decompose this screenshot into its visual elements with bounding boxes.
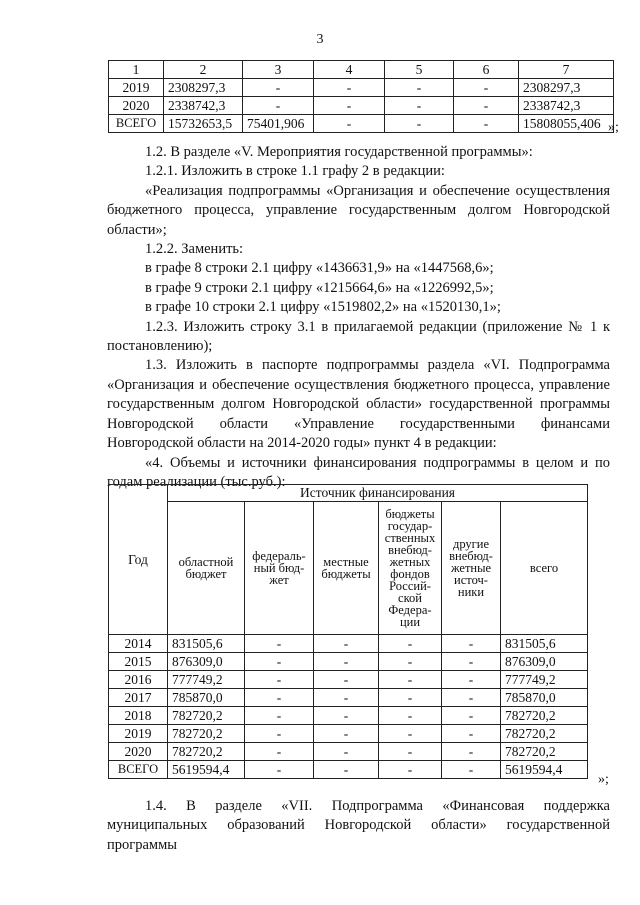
table-cell: 2020 — [109, 743, 168, 761]
table-cell: - — [314, 743, 379, 761]
table-cell: - — [379, 671, 442, 689]
table-cell: 777749,2 — [168, 671, 245, 689]
table-cell: - — [379, 725, 442, 743]
table-row — [109, 79, 614, 97]
table-cell: - — [314, 79, 385, 97]
table-cell: 782720,2 — [168, 725, 245, 743]
column-header: местные бюджеты — [314, 502, 379, 635]
table-row — [109, 97, 614, 115]
table-cell: 3 — [243, 61, 314, 79]
table-cell: - — [245, 761, 314, 779]
paragraph: 1.3. Изложить в паспорте подпрограммы раздела «VI. Подпрограмма «Организация и обеспечение осуществления бюджетного процесса, управление государственным долгом Новгородской области» государственной программы Новгородской области «Управление государственными финансами Новгородской области на 2014-2020 годы» пункт 4 в редакции: — [107, 357, 610, 452]
table-cell: - — [442, 707, 501, 725]
table-cell: - — [442, 635, 501, 653]
table-cell: 831505,6 — [501, 635, 588, 653]
table-cell: 785870,0 — [501, 689, 588, 707]
table1-closing-quote: »; — [608, 120, 619, 135]
paragraph: в графе 9 строки 2.1 цифру «1215664,6» на «1226992,5»; — [145, 279, 494, 296]
table-cell: 5 — [385, 61, 454, 79]
table-cell: 876309,0 — [501, 653, 588, 671]
table-cell: 2015 — [109, 653, 168, 671]
table-cell: 1 — [109, 61, 164, 79]
table-cell: 2308297,3 — [519, 79, 614, 97]
table-cell: 2018 — [109, 707, 168, 725]
table-cell: 15808055,406 — [519, 115, 614, 133]
table-cell: - — [379, 761, 442, 779]
paragraph: 1.4. В разделе «VII. Подпрограмма «Финансовая поддержка муниципальных образований Новгородской области» государственной программы — [107, 798, 610, 853]
table-cell: 15732653,5 — [164, 115, 243, 133]
paragraph: «Реализация подпрограммы «Организация и обеспечение осуществления бюджетного процесса, управление государственным долгом Новгородской области»; — [107, 182, 610, 238]
table-header-row — [109, 485, 588, 502]
table-cell: 2 — [164, 61, 243, 79]
table-cell: - — [379, 743, 442, 761]
table-cell: 7 — [519, 61, 614, 79]
table-row-total — [109, 115, 614, 133]
table-cell: 2338742,3 — [164, 97, 243, 115]
table-cell: - — [245, 725, 314, 743]
table-row — [109, 635, 588, 653]
table-cell: 2308297,3 — [164, 79, 243, 97]
column-header: другие внебюд-жетные источ-ники — [442, 502, 501, 635]
table-cell: 782720,2 — [501, 707, 588, 725]
table-cell: ВСЕГО — [109, 115, 164, 133]
table-cell: 2019 — [109, 725, 168, 743]
table-cell: ВСЕГО — [109, 761, 168, 779]
table-row — [109, 725, 588, 743]
table-row — [109, 743, 588, 761]
table-cell: - — [245, 743, 314, 761]
table-cell: - — [442, 725, 501, 743]
table-cell: 2338742,3 — [519, 97, 614, 115]
table-cell: - — [314, 97, 385, 115]
table-cell: - — [442, 653, 501, 671]
table-cell: - — [379, 635, 442, 653]
table-row — [109, 689, 588, 707]
table-cell: 782720,2 — [168, 743, 245, 761]
table-cell: 782720,2 — [168, 707, 245, 725]
table-cell: - — [245, 707, 314, 725]
table-cell: - — [454, 97, 519, 115]
section-1-4-text — [107, 797, 610, 855]
table-cell: 2017 — [109, 689, 168, 707]
funding-table-continued — [108, 60, 614, 133]
table-cell: 5619594,4 — [501, 761, 588, 779]
table-row-total — [109, 761, 588, 779]
table-cell: - — [245, 653, 314, 671]
table-cell: 4 — [314, 61, 385, 79]
table-cell: - — [454, 115, 519, 133]
table-cell: - — [314, 115, 385, 133]
paragraph: в графе 8 строки 2.1 цифру «1436631,9» на «1447568,6»; — [145, 260, 494, 277]
table-cell: - — [314, 653, 379, 671]
year-column-header: Год — [109, 485, 168, 635]
column-header: федераль-ный бюд-жет — [245, 502, 314, 635]
table-cell: - — [245, 689, 314, 707]
table-cell: 75401,906 — [243, 115, 314, 133]
table-cell: - — [385, 79, 454, 97]
table-header-row — [109, 61, 614, 79]
table-cell: 5619594,4 — [168, 761, 245, 779]
table-cell: - — [442, 671, 501, 689]
table-row — [109, 653, 588, 671]
table-subheader-row — [109, 502, 588, 635]
table-cell: - — [385, 115, 454, 133]
table-cell: - — [379, 653, 442, 671]
table-cell: - — [442, 743, 501, 761]
column-header: областной бюджет — [168, 502, 245, 635]
table-cell: 785870,0 — [168, 689, 245, 707]
paragraph: «4. Объемы и источники финансирования подпрограммы в целом и по годам реализации (тыс.руб.): — [107, 454, 610, 490]
table-cell: 782720,2 — [501, 743, 588, 761]
table-cell: - — [245, 635, 314, 653]
table-cell: 2020 — [109, 97, 164, 115]
table-cell: - — [385, 97, 454, 115]
table-cell: 2016 — [109, 671, 168, 689]
table-cell: - — [314, 689, 379, 707]
table-cell: - — [454, 79, 519, 97]
paragraph: 1.2.1. Изложить в строке 1.1 графу 2 в редакции: — [145, 163, 445, 180]
table-row — [109, 671, 588, 689]
source-header: Источник финансирования — [168, 485, 588, 502]
table-cell: 6 — [454, 61, 519, 79]
table-cell: - — [314, 761, 379, 779]
column-header: всего — [501, 502, 588, 635]
table-cell: - — [243, 79, 314, 97]
table-cell: - — [314, 725, 379, 743]
table-cell: 831505,6 — [168, 635, 245, 653]
table-cell: - — [379, 707, 442, 725]
table-cell: - — [442, 761, 501, 779]
table-row — [109, 707, 588, 725]
table-cell: - — [314, 707, 379, 725]
table-cell: - — [379, 689, 442, 707]
table-cell: 876309,0 — [168, 653, 245, 671]
paragraph: 1.2. В разделе «V. Мероприятия государственной программы»: — [145, 144, 533, 160]
page-number: 3 — [316, 32, 324, 47]
table2-closing-quote: »; — [598, 772, 609, 787]
amendments-text — [107, 143, 610, 492]
table-cell: - — [442, 689, 501, 707]
table-cell: 782720,2 — [501, 725, 588, 743]
table-cell: - — [314, 671, 379, 689]
paragraph: 1.2.3. Изложить строку 3.1 в прилагаемой редакции (приложение № 1 к постановлению); — [107, 318, 610, 355]
paragraph: 1.2.2. Заменить: — [145, 241, 244, 258]
table-cell: - — [243, 97, 314, 115]
column-header: бюджеты государ-ственных внебюд-жетных фондов Россий-ской Федера-ции — [379, 502, 442, 635]
paragraph: в графе 10 строки 2.1 цифру «1519802,2» на «1520130,1»; — [145, 299, 501, 316]
table-cell: 2019 — [109, 79, 164, 97]
table-cell: 2014 — [109, 635, 168, 653]
table-cell: - — [245, 671, 314, 689]
subprogram-funding-table — [108, 484, 588, 779]
table-cell: 777749,2 — [501, 671, 588, 689]
table-cell: - — [314, 635, 379, 653]
